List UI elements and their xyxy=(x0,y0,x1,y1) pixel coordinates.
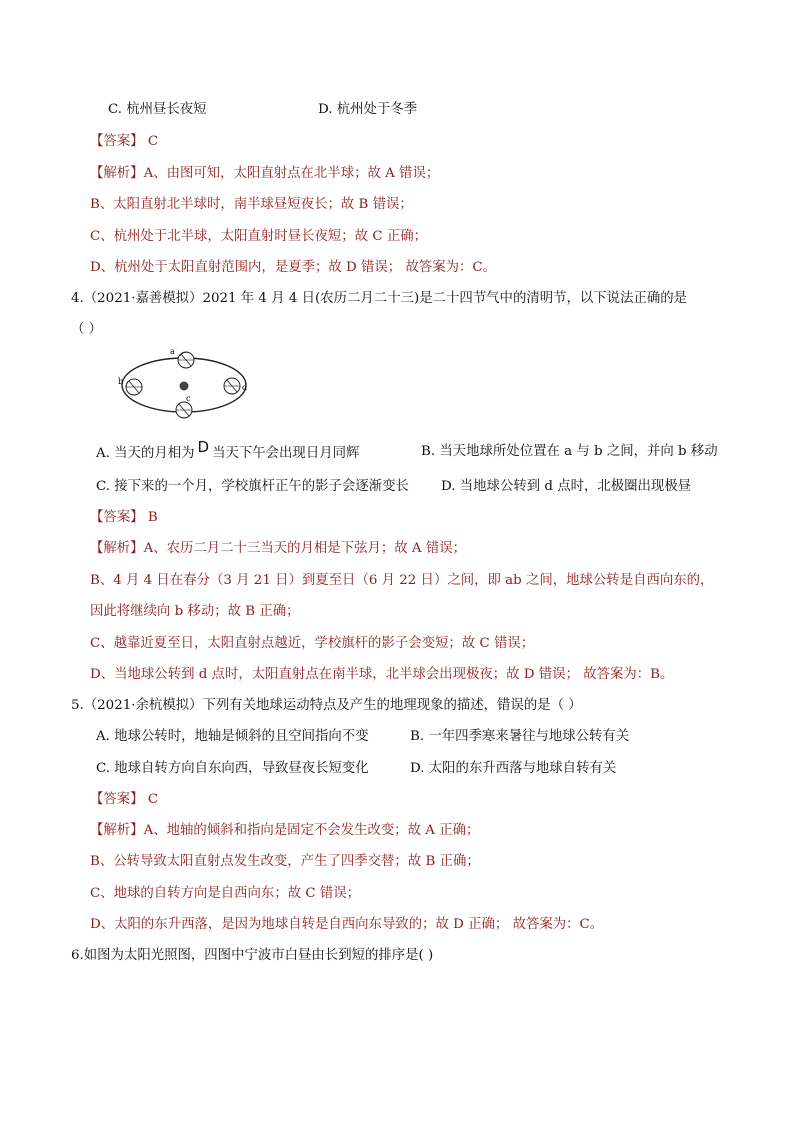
q5-option-c: C. 地球自转方向自东向西，导致昼夜长短变化 xyxy=(96,761,369,776)
q6-stem: 6.如图为太阳光照图，四图中宁波市白昼由长到短的排序是( ) xyxy=(71,948,434,963)
q3-option-c: C. 杭州昼长夜短 xyxy=(108,102,207,117)
sun-dot xyxy=(180,382,189,391)
q3-analysis-line-3: C、杭州处于北半球，太阳直射时昼长夜短；故 C 正确； xyxy=(90,229,427,244)
q5-option-a: A. 地球公转时，地轴是倾斜的且空间指向不变 xyxy=(96,729,369,744)
q5-analysis-line-4: D、太阳的东升西落，是因为地球自转是自西向东导致的；故 D 正确； 故答案为：C。 xyxy=(90,917,604,932)
q5-stem: 5.（2021·余杭模拟）下列有关地球运动特点及产生的地理现象的描述，错误的是（ ） xyxy=(71,698,582,713)
earth-position-b xyxy=(126,379,142,395)
q4-analysis-line-4: C、越靠近夏至日，太阳直射点越近，学校旗杆的影子会变短；故 C 错误； xyxy=(90,636,535,651)
q4-analysis-line-3: 因此将继续向 b 移动；故 B 正确； xyxy=(90,604,300,619)
q5-analysis-line-2: B、公转导致太阳直射点发生改变，产生了四季交替；故 B 正确； xyxy=(90,854,480,869)
q4-analysis-line-5: D、当地球公转到 d 点时，太阳直射点在南半球，北半球会出现极夜；故 D 错误； 故答案为：B。 xyxy=(90,667,674,682)
q3-option-d: D. 杭州处于冬季 xyxy=(318,102,418,117)
q4-option-a: A. 当天的月相为 D 当天下午会出现日月同辉 xyxy=(96,438,360,461)
q3-answer xyxy=(90,133,158,151)
q5-analysis-line-3: C、地球的自转方向是自西向东；故 C 错误； xyxy=(90,886,361,901)
q3-analysis-line-4: D、杭州处于太阳直射范围内，是夏季；故 D 错误； 故答案为：C。 xyxy=(90,260,497,275)
analysis-label: 【解析】 xyxy=(90,541,144,556)
analysis-label: 【解析】 xyxy=(90,166,144,181)
q5-option-b: B. 一年四季寒来暑往与地球公转有关 xyxy=(410,729,630,744)
analysis-label: 【解析】 xyxy=(90,823,144,838)
answer-label: 【答案】 xyxy=(90,134,144,149)
q3-analysis-line-1: 【解析】A、由图可知，太阳直射点在北半球；故 A 错误； xyxy=(90,166,440,181)
q5-answer xyxy=(90,791,158,809)
label-d: d xyxy=(242,383,248,392)
q4-analysis-line-1: 【解析】A、农历二月二十三当天的月相是下弦月；故 A 错误； xyxy=(90,541,467,556)
q4-stem-line-2: （ ） xyxy=(71,322,103,337)
q4-analysis-line-2: B、4 月 4 日在春分（3 月 21 日）到夏至日（6 月 22 日）之间，即 ab 之间，地球公转是自西向东的， xyxy=(90,573,714,588)
moon-phase-icon: D xyxy=(197,438,210,456)
answer-value: B xyxy=(147,510,158,525)
q4-answer xyxy=(90,509,158,527)
earth-orbit-diagram xyxy=(114,342,264,428)
answer-label: 【答案】 xyxy=(90,510,144,525)
q4-option-b: B. 当天地球所处位置在 a 与 b 之间，并向 b 移动 xyxy=(421,444,718,459)
earth-position-d xyxy=(224,378,240,394)
answer-value: C xyxy=(147,792,159,807)
q4-option-c: C. 接下来的一个月，学校旗杆正午的影子会逐渐变长 xyxy=(96,479,409,494)
q5-analysis-line-1: 【解析】A、地轴的倾斜和指向是固定不会发生改变；故 A 正确； xyxy=(90,823,480,838)
label-c: c xyxy=(186,394,191,403)
answer-value: C xyxy=(147,134,159,149)
label-b: b xyxy=(118,377,124,386)
answer-label: 【答案】 xyxy=(90,792,144,807)
q4-option-d: D. 当地球公转到 d 点时，北极圈出现极昼 xyxy=(441,479,692,494)
q5-option-d: D. 太阳的东升西落与地球自转有关 xyxy=(410,761,617,776)
earth-position-c xyxy=(176,402,192,418)
q4-stem-line-1: 4.（2021·嘉善模拟）2021 年 4 月 4 日(农历二月二十三)是二十四节气中的清明节，以下说法正确的是 xyxy=(71,291,688,306)
earth-position-a xyxy=(178,352,194,368)
label-a: a xyxy=(170,347,175,356)
q3-analysis-line-2: B、太阳直射北半球时，南半球昼短夜长；故 B 错误； xyxy=(90,197,413,212)
